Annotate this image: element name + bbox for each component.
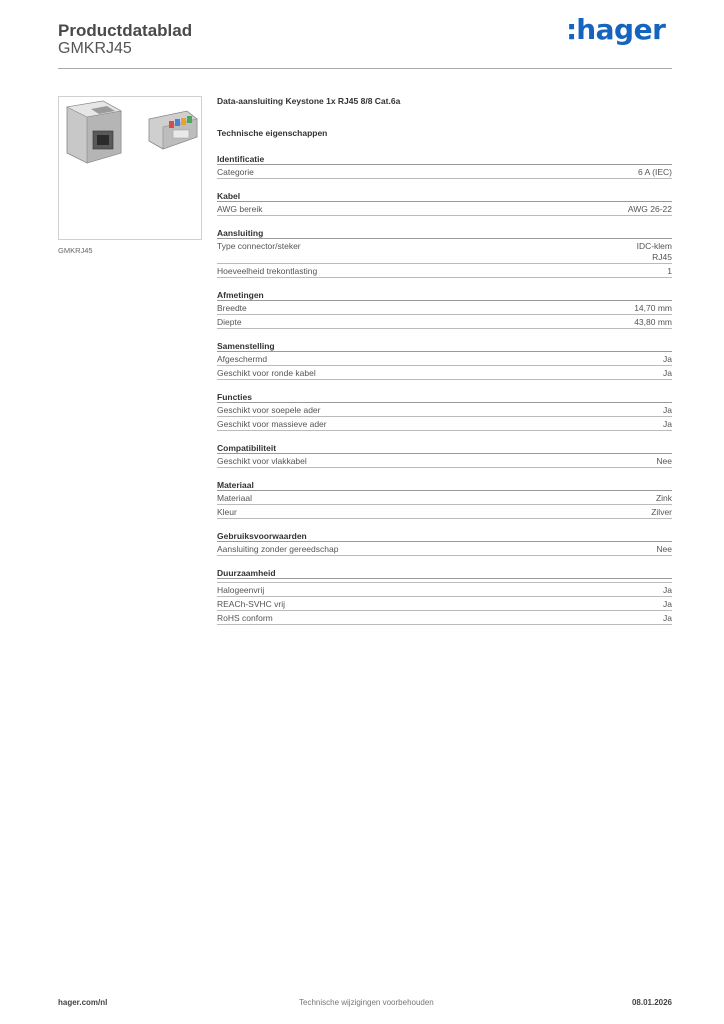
product-image: [58, 96, 202, 240]
spec-row: [217, 597, 672, 611]
section-title: Aansluiting: [217, 228, 672, 239]
spec-label: Kleur: [217, 507, 237, 517]
section-title: Functies: [217, 392, 672, 403]
footer-disclaimer: Technische wijzigingen voorbehouden: [299, 998, 434, 1007]
spec-value: Ja: [663, 599, 672, 609]
spec-row: [217, 301, 672, 315]
spec-label: AWG bereik: [217, 204, 263, 214]
spec-row: [217, 239, 672, 264]
footer-date: 08.01.2026: [631, 998, 672, 1007]
spec-label: Geschikt voor soepele ader: [217, 405, 321, 415]
section-aansluiting: [217, 228, 672, 278]
spec-value: Ja: [663, 368, 672, 378]
spec-label: Aansluiting zonder gereedschap: [217, 544, 339, 554]
spec-value: 6 A (IEC): [637, 167, 672, 177]
logo-dots-icon: :: [566, 13, 575, 46]
jack-side-icon: [149, 111, 197, 149]
spec-label: Materiaal: [217, 493, 252, 503]
spec-label: Geschikt voor vlakkabel: [217, 456, 307, 466]
spec-value: Nee: [656, 456, 672, 466]
spec-value: AWG 26-22: [627, 204, 672, 214]
spec-label: Geschikt voor ronde kabel: [217, 368, 316, 378]
section-compatibiliteit: [217, 443, 672, 468]
spec-row: [217, 366, 672, 380]
spec-label: Afgeschermd: [217, 354, 268, 364]
header-divider: [58, 68, 672, 69]
spec-row: [217, 352, 672, 366]
spec-value: Ja: [663, 419, 672, 429]
spec-label: Hoeveelheid trekontlasting: [217, 266, 318, 276]
product-code: GMKRJ45: [58, 40, 132, 57]
product-description: Data-aansluiting Keystone 1x RJ45 8/8 Cat.6a: [217, 96, 401, 106]
spec-row: [217, 505, 672, 519]
spec-row: [217, 611, 672, 625]
spec-value: Zilver: [651, 507, 672, 517]
spec-label: Geschikt voor massieve ader: [217, 419, 327, 429]
spec-label: Halogeenvrij: [217, 585, 265, 595]
section-functies: [217, 392, 672, 431]
page-title: Productdatablad: [58, 21, 193, 40]
section-materiaal: [217, 480, 672, 519]
spec-row: [217, 403, 672, 417]
website-link[interactable]: hager.com/nl: [58, 998, 108, 1007]
spec-label: RoHS conform: [217, 613, 273, 623]
spec-value: 1: [667, 266, 672, 276]
spec-row: [217, 202, 672, 216]
spec-label: Type connector/steker: [217, 241, 301, 251]
spec-value-line: RJ45: [652, 252, 672, 262]
section-kabel: [217, 191, 672, 216]
section-afmetingen: [217, 290, 672, 329]
spec-row: [217, 583, 672, 597]
section-title: Gebruiksvoorwaarden: [217, 531, 672, 542]
spec-label: Breedte: [217, 303, 247, 313]
spec-value: 14,70 mm: [634, 303, 672, 313]
specifications: [217, 96, 672, 625]
spec-value: Ja: [663, 354, 672, 364]
spec-label: Categorie: [217, 167, 254, 177]
section-title: Materiaal: [217, 480, 672, 491]
spec-row: [217, 264, 672, 278]
spec-row: [217, 417, 672, 431]
spec-row: [217, 454, 672, 468]
spec-row: [217, 315, 672, 329]
hager-logo: :hager: [566, 13, 666, 46]
section-title: Identificatie: [217, 154, 672, 165]
spec-value: Nee: [656, 544, 672, 554]
section-title: Compatibiliteit: [217, 443, 672, 454]
spec-value-line: IDC-klem: [636, 241, 672, 251]
section-title: Duurzaamheid: [217, 568, 672, 579]
spec-row: [217, 491, 672, 505]
spec-value: Zink: [655, 493, 672, 503]
section-title: Kabel: [217, 191, 672, 202]
spec-row: [217, 165, 672, 179]
jack-front-icon: [67, 101, 121, 163]
technical-properties-heading: Technische eigenschappen: [217, 128, 328, 138]
section-samenstelling: [217, 341, 672, 380]
section-identificatie: [217, 154, 672, 179]
spec-value: Ja: [663, 613, 672, 623]
section-title: Samenstelling: [217, 341, 672, 352]
spec-label: REACh-SVHC vrij: [217, 599, 286, 609]
section-title: Afmetingen: [217, 290, 672, 301]
spec-row: [217, 542, 672, 556]
spec-value: Ja: [663, 405, 672, 415]
image-caption: GMKRJ45: [58, 246, 93, 255]
spec-value: Ja: [663, 585, 672, 595]
spec-value: 43,80 mm: [634, 317, 672, 327]
spec-label: Diepte: [217, 317, 242, 327]
section-gebruiksvoorwaarden: [217, 531, 672, 556]
section-duurzaamheid: [217, 568, 672, 625]
spec-value: [637, 241, 672, 263]
keystone-jack-illustration: [59, 97, 201, 239]
